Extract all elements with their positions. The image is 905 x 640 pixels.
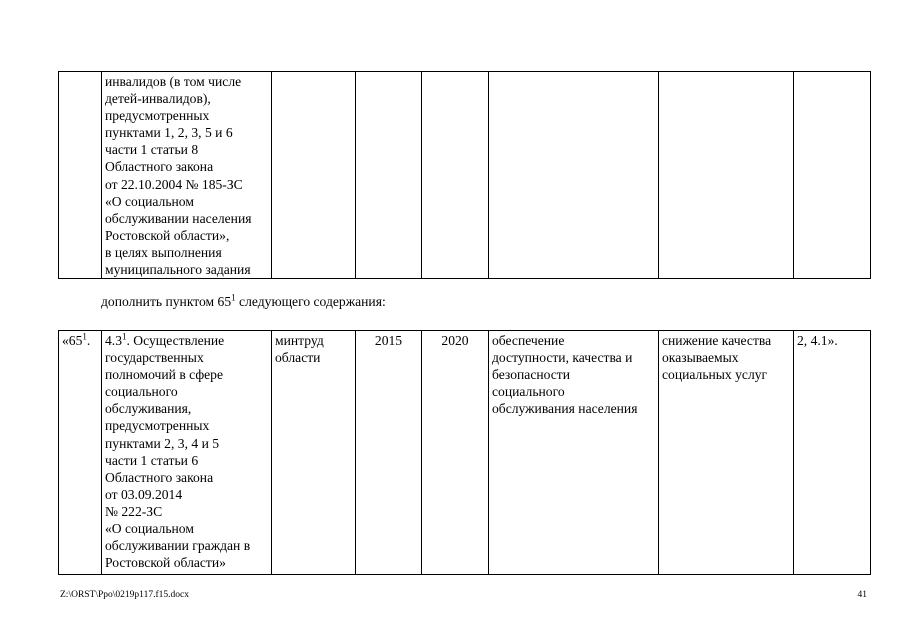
- paragraph-text-end: следующего содержания:: [235, 294, 386, 309]
- activity-text-line: Ростовской области»: [105, 555, 226, 571]
- consequence-text-line: социальных услуг: [662, 367, 768, 383]
- activity-text-line: в целях выполнения: [105, 244, 222, 260]
- paragraph-text: дополнить пунктом 65: [101, 294, 232, 309]
- activity-text-line: инвалидов (в том числе: [105, 74, 242, 89]
- result-text-line: доступности, качества и: [492, 350, 633, 366]
- activity-text-line: Областного закона: [105, 159, 214, 175]
- activity-text-line: полномочий в сфере: [105, 367, 224, 383]
- result-text-line: обслуживания населения: [492, 401, 638, 417]
- table-row: [59, 72, 871, 279]
- activity-text-line: предусмотренных: [105, 108, 210, 124]
- consequence-text-line: оказываемых: [662, 350, 739, 366]
- cell-consequence: [659, 331, 794, 575]
- executor-text-line: области: [275, 350, 321, 366]
- activity-text-line: части 1 статьи 6: [105, 452, 199, 468]
- paragraph-superscript: 1: [231, 292, 236, 303]
- activity-text-line: от 03.09.2014: [105, 486, 183, 502]
- cell-result: [489, 72, 659, 279]
- table-row: [59, 331, 871, 575]
- cell-executor: [272, 72, 356, 279]
- activity-text-line: Областного закона: [105, 469, 214, 485]
- result-text-line: обеспечение: [492, 333, 565, 348]
- cell-number: «$65^1$.: [59, 331, 102, 575]
- executor-text-line: минтруд: [275, 333, 324, 348]
- activity-text-line: обслуживания,: [105, 401, 192, 417]
- table-new-item: [58, 330, 871, 575]
- cell-start-year: [356, 72, 422, 279]
- activity-text-line: части 1 статьи 8: [105, 142, 199, 158]
- activity-text-line: социального: [105, 384, 178, 400]
- activity-text-line: обслуживании населения: [105, 210, 252, 226]
- activity-text-line: государственных: [105, 350, 204, 366]
- activity-lines: [105, 349, 268, 571]
- activity-text-line: пунктами 1, 2, 3, 5 и 6: [105, 125, 233, 141]
- cell-link: [794, 72, 871, 279]
- cell-activity: [102, 72, 272, 279]
- activity-text-line: пунктами 2, 3, 4 и 5: [105, 435, 220, 451]
- activity-text-line: № 222-ЗС: [105, 503, 163, 519]
- consequence-text-line: снижение качества: [662, 333, 772, 348]
- cell-number: [59, 72, 102, 279]
- cell-result: [489, 331, 659, 575]
- result-text-line: социального: [492, 384, 565, 400]
- activity-text-line: детей-инвалидов),: [105, 91, 211, 107]
- table-continuation: [58, 71, 871, 279]
- cell-end-year: [422, 72, 489, 279]
- cell-executor: [272, 331, 356, 575]
- cell-start-year: 2015: [356, 331, 422, 575]
- activity-text-line: обслуживании граждан в: [105, 538, 251, 554]
- activity-text-line: муниципального задания: [105, 262, 251, 278]
- activity-text-line: «О социальном: [105, 193, 194, 209]
- cell-link: 2, 4.1».: [794, 331, 871, 575]
- amendment-paragraph: [101, 294, 386, 310]
- cell-end-year: 2020: [422, 331, 489, 575]
- footer-file-path: Z:\ORST\Ppo\0219p117.f15.docx: [60, 590, 189, 600]
- activity-first-line: $4.3^1$. Осуществление: [105, 331, 225, 348]
- cell-consequence: [659, 72, 794, 279]
- activity-text-line: от 22.10.2004 № 185-ЗС: [105, 176, 243, 192]
- page-number: 41: [857, 590, 867, 600]
- activity-text-line: Ростовской области»,: [105, 227, 230, 243]
- cell-activity: [102, 331, 272, 575]
- activity-text-line: предусмотренных: [105, 418, 210, 434]
- activity-text-line: «О социальном: [105, 521, 194, 537]
- result-text-line: безопасности: [492, 367, 571, 383]
